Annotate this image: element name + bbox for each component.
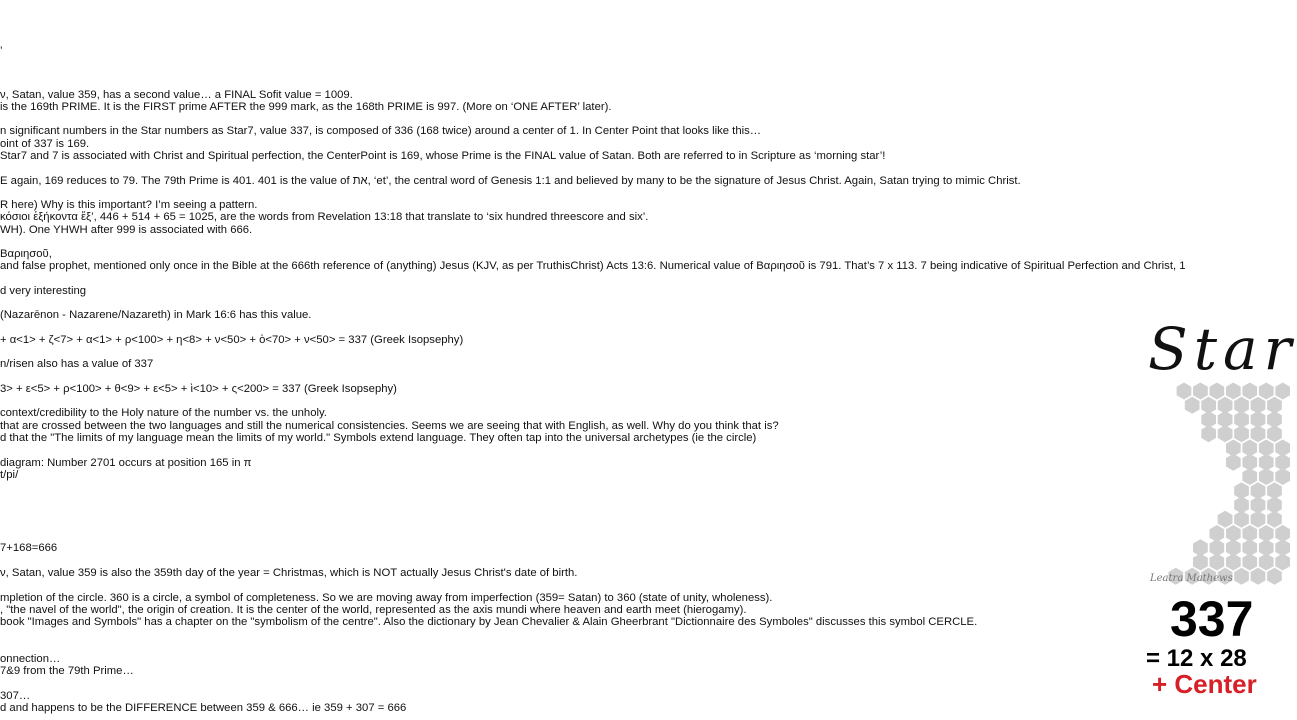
hexagon-cell (1234, 425, 1249, 442)
hexagon-cell (1267, 511, 1282, 528)
text-line: n/risen also has a value of 337 (0, 358, 154, 370)
text-line: + α<1> + ζ<7> + α<1> + ρ<100> + η<8> + ν<50> + ὸ<70> + ν<50> = 337 (Greek Isopsephy) (0, 334, 464, 346)
hexagon-cell (1267, 568, 1282, 585)
hexagon-cell (1218, 425, 1233, 442)
text-line: κόσιοι ἑξήκοντα ἕξ’, 446 + 514 + 65 = 1025, are the words from Revelation 13:18 that translate to ‘six hundred threescore and six’. (0, 211, 649, 223)
hexagon-cell (1234, 511, 1249, 528)
hexagon-cell (1242, 468, 1257, 485)
text-line: and false prophet, mentioned only once in the Bible at the 666th reference of (anything) Jesus (KJV, as per TruthisChrist) Acts 13:6. Numerical value of Βαριησοῦ is 791. That’s 7 x 113. 7 being indicative of Spiritual Perfection and Christ, 1 (0, 260, 1186, 272)
hexagon-cell (1193, 383, 1208, 400)
hexagon-cell (1218, 511, 1233, 528)
text-line: book "Images and Symbols" has a chapter on the "symbolism of the centre". Also the dictionary by Jean Chevalier & Alain Gheerbrant "Dictionnaire des Symboles" discusses this symbol CERCLE. (0, 616, 978, 628)
hexagon-cell (1210, 554, 1225, 571)
text-line: ’ (0, 45, 3, 57)
hexagon-cell (1275, 383, 1290, 400)
hexagon-cell (1275, 554, 1290, 571)
star-script-title: Star (1148, 315, 1297, 383)
text-line: oint of 337 is 169. (0, 138, 90, 150)
text-line: d and happens to be the DIFFERENCE between 359 & 666… ie 359 + 307 = 666 (0, 702, 407, 714)
hexagon-cell (1226, 554, 1241, 571)
text-line: d very interesting (0, 285, 87, 297)
text-line: mpletion of the circle. 360 is a circle, a symbol of completeness. So we are moving away from imperfection (359= Satan) to 360 (state of unity, wholeness). (0, 592, 773, 604)
center-label: + Center (1152, 669, 1257, 699)
hexagon-cell (1259, 383, 1274, 400)
text-line: t/pi/ (0, 469, 19, 481)
hexagon-cell (1267, 425, 1282, 442)
star-graphic (1140, 315, 1297, 720)
hexagon-cell (1242, 383, 1257, 400)
text-line: d that the "The limits of my language mean the limits of my world." Symbols extend language. They often tap into the universal archetypes (ie the circle) (0, 432, 757, 444)
text-line: ν, Satan, value 359 is also the 359th day of the year = Christmas, which is NOT actually Jesus Christ's date of birth. (0, 567, 578, 579)
text-line: WH). One YHWH after 999 is associated with 666. (0, 224, 253, 236)
hexagon-cell (1201, 425, 1216, 442)
text-line: 307… (0, 690, 31, 702)
hexagon-cell (1177, 383, 1192, 400)
text-line: that are crossed between the two languages and still the numerical consistencies. Seems we are seeing that with English, as well. Why do you think that is? (0, 420, 779, 432)
text-line: n significant numbers in the Star numbers as Star7, value 337, is composed of 336 (168 twice) around a center of 1. In Center Point that looks like this… (0, 125, 762, 137)
hexagon-cell (1251, 425, 1266, 442)
text-line: context/credibility to the Holy nature of the number vs. the unholy. (0, 407, 327, 419)
hexagon-cell (1251, 568, 1266, 585)
text-line: onnection… (0, 653, 61, 665)
text-line: Βαριησοῦ, (0, 248, 52, 260)
text-line: ν, Satan, value 359, has a second value… a FINAL Sofit value = 1009. (0, 89, 353, 101)
artist-signature: Leatra Mathews (1150, 573, 1233, 584)
text-line: E again, 169 reduces to 79. The 79th Prime is 401. 401 is the value of את, ‘et’, the central word of Genesis 1:1 and believed by many to be the signature of Jesus Christ. Again, Satan trying to mimic Christ. (0, 175, 1021, 187)
star-number: 337 (1170, 591, 1254, 647)
hexagon-cell (1226, 383, 1241, 400)
hexagon-cell (1259, 468, 1274, 485)
text-line: (Nazarēnon - Nazarene/Nazareth) in Mark 16:6 has this value. (0, 309, 312, 321)
text-line: , "the navel of the world", the origin of creation. It is the center of the world, represented as the axis mundi where heaven and earth meet (hierogamy). (0, 604, 747, 616)
hexagon-cell (1234, 568, 1249, 585)
text-line: 7&9 from the 79th Prime… (0, 665, 134, 677)
text-line: diagram: Number 2701 occurs at position 165 in π (0, 457, 252, 469)
text-line: is the 169th PRIME. It is the FIRST prime AFTER the 999 mark, as the 168th PRIME is 997. (More on ‘ONE AFTER’ later). (0, 101, 612, 113)
hexagon-cell (1210, 383, 1225, 400)
hexagon-star-pattern (1140, 381, 1280, 581)
star-equation: = 12 x 28 (1146, 645, 1247, 672)
text-line: Star7 and 7 is associated with Christ and Spiritual perfection, the CenterPoint is 169, whose Prime is the FINAL value of Satan. Both are referred to in Scripture as ‘morning star’! (0, 150, 886, 162)
hexagon-cell (1259, 554, 1274, 571)
hexagon-cell (1193, 554, 1208, 571)
hexagon-cell (1226, 454, 1241, 471)
text-line: R here) Why is this important? I’m seeing a pattern. (0, 199, 258, 211)
hexagon-cell (1185, 397, 1200, 414)
text-line: 3> + ε<5> + ρ<100> + θ<9> + ε<5> + ὶ<10> + ς<200> = 337 (Greek Isopsephy) (0, 383, 397, 395)
text-line: 7+168=666 (0, 542, 58, 554)
hexagon-cell (1242, 554, 1257, 571)
hexagon-cell (1251, 511, 1266, 528)
hexagon-cell (1275, 468, 1290, 485)
